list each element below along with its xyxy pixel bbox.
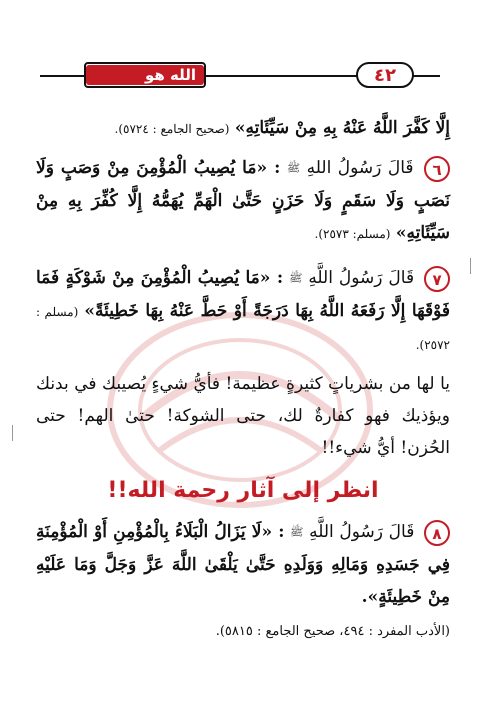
hadith-continuation: إِلَّا كَفَّرَ اللَّهُ عَنْهُ بِهِ مِنْ سَيِّئَاتِهِ»	[234, 118, 450, 138]
commentary-paragraph	[36, 368, 450, 464]
hadith-7-source: (مسلم : ٢٥٧٢).	[36, 304, 450, 352]
hadith-8	[36, 516, 450, 613]
hadith-8-text: : «لَا يَزَالُ الْبَلَاءُ بِالْمُؤْمِنِ أَوْ الْمُؤْمِنَةِ فِي جَسَدِهِ وَمَالِهِ وَوَلَدِهِ حَتَّىٰ يَلْقَىٰ اللَّهَ عَزَّ وَجَلَّ وَمَا عَلَيْهِ مِنْ خَطِيئَةٍ».	[36, 522, 450, 607]
commentary-text: يا لها من بشرياتٍ كثيرةٍ عظيمة! فأيُّ شيءٍ يُصيبك في بدنك ويؤذيك فهو كفارةٌ لك، حتى الشوكة! حتىٰ الهم! حتى الحُزن! أيُّ شيء!!	[36, 374, 450, 458]
pbuh-icon: ﷺ	[286, 161, 301, 175]
hadith-7-intro: قَالَ رَسُولُ اللَّهِ	[308, 268, 415, 288]
hadith-7	[36, 262, 450, 361]
margin-mark	[470, 258, 471, 274]
page-number: ٤٢	[374, 64, 396, 86]
hadith-6	[36, 152, 450, 250]
hadith-6-intro: قَالَ رَسُولُ اللهِ	[306, 158, 414, 178]
hadith-7-number: ٧	[424, 266, 450, 292]
page-header	[40, 62, 440, 104]
hadith-6-text: : «مَا يُصِيبُ الْمُؤْمِنَ مِنْ وَصَبٍ وَلَا نَصَبٍ وَلَا سَقَمٍ وَلَا حَزَنٍ حَتَّىٰ الْهَمِّ يُهَمُّهُ إِلَّا كُفِّرَ بِهِ مِنْ سَيِّئَاتِهِ»	[36, 158, 450, 243]
intro-paragraph	[36, 112, 450, 145]
pbuh-icon: ﷺ	[289, 271, 303, 285]
hadith-6-number: ٦	[424, 156, 450, 182]
pbuh-icon: ﷺ	[290, 525, 304, 539]
hadith-8-source: (الأدب المفرد : ٤٩٤، صحيح الجامع : ٥٨١٥).	[215, 624, 450, 639]
running-title-frame	[84, 62, 206, 104]
running-title: الله هو الطبيب	[86, 65, 204, 85]
hadith-6-source: (مسلم: ٢٥٧٣).	[314, 226, 391, 241]
hadith-7-text: : «مَا يُصِيبُ الْمُؤْمِنَ مِنْ شَوْكَةٍ فَمَا فَوْقَهَا إِلَّا رَفَعَهُ اللَّهُ بِهَا دَرَجَةً أَوْ حَطَّ عَنْهُ بِهَا خَطِيئَةً»	[36, 268, 450, 321]
hadith-8-intro: قَالَ رَسُولُ اللَّهِ	[309, 522, 415, 542]
section-title: انظر إلى آثار رحمة الله!!	[107, 478, 379, 503]
page-number-frame	[356, 62, 414, 88]
intro-source: (صحيح الجامع : ٥٧٢٤).	[114, 122, 230, 136]
hadith-8-number: ٨	[424, 520, 450, 546]
margin-mark	[12, 425, 13, 441]
